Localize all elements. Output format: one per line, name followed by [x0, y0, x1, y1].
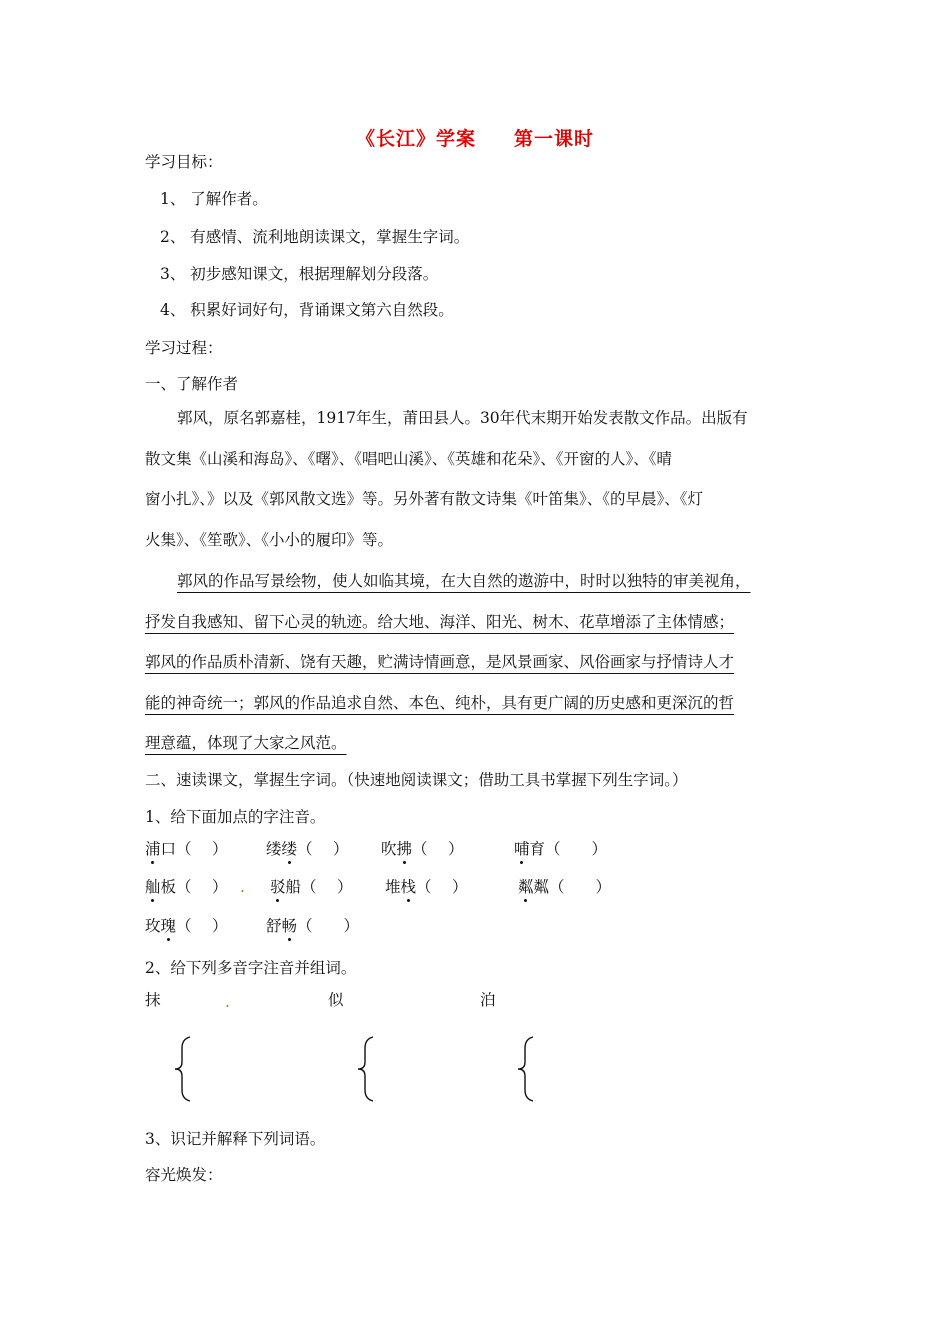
section1-heading: 一、了解作者	[145, 375, 239, 393]
brace-icon	[355, 1036, 379, 1102]
para-line	[145, 602, 810, 643]
dotted-char: 粼	[518, 878, 534, 896]
pinyin-item: 浦口（ ）	[145, 840, 228, 858]
goal-item-2: 2、 有感情、流利地朗读课文，掌握生字词。	[160, 228, 470, 246]
process-heading: 学习过程：	[145, 339, 223, 357]
dotted-char: 畅	[281, 917, 298, 935]
para-line: 火集》、《笙歌》、《小小的履印》等。	[145, 530, 394, 549]
author-paragraph	[145, 398, 810, 560]
title-main: 《长江》学案	[355, 128, 476, 150]
underlined-text: 郭风的作品质朴清新、饶有天趣，贮满诗情画意，是风景画家、风俗画家与抒情诗人才	[145, 653, 735, 671]
pinyin-item: 粼粼（ ）	[518, 878, 612, 896]
para-line: 散文集《山溪和海岛》、《曙》、《唱吧山溪》、《英雄和花朵》、《开窗的人》、《晴	[145, 449, 673, 468]
question-3: 3、识记并解释下列词语。	[145, 1130, 326, 1148]
dotted-char: 缕	[281, 840, 298, 858]
stray-dot: .	[240, 878, 245, 896]
pinyin-item: 驳船（ ）	[270, 878, 353, 896]
page-title	[0, 124, 950, 151]
goal-item-1: 1、 了解作者。	[160, 190, 268, 208]
question-2: 2、给下列多音字注音并组词。	[145, 959, 357, 977]
dotted-char: 舢	[145, 878, 161, 896]
pinyin-item: 哺育（ ）	[514, 840, 608, 858]
pinyin-item: 舢板（ ）	[145, 878, 228, 896]
underlined-text: 郭风的作品写景绘物，使人如临其境，在大自然的遨游中，时时以独特的审美视角，	[177, 572, 751, 590]
para-line	[145, 723, 810, 764]
dotted-char: 驳	[270, 878, 286, 896]
para-line	[145, 683, 810, 724]
para-line: 郭风，原名郭嘉桂，1917年生，莆田县人。30年代末期开始发表散文作品。出版有	[177, 409, 748, 427]
polyphone-char: 抹	[145, 991, 161, 1009]
para-line	[145, 642, 810, 683]
term-item: 容光焕发：	[145, 1166, 223, 1184]
dotted-char: 浦	[145, 840, 161, 858]
section2-heading: 二、速读课文，掌握生字词。（快速地阅读课文；借助工具书掌握下列生字词。）	[145, 771, 688, 789]
pinyin-item: 吹拂（ ）	[381, 840, 464, 858]
dotted-char: 哺	[514, 840, 530, 858]
polyphone-char: 似	[328, 991, 344, 1009]
goal-item-3: 3、 初步感知课文，根据理解划分段落。	[160, 265, 439, 283]
underlined-text: 抒发自我感知、留下心灵的轨迹。给大地、海洋、阳光、树木、花草增添了主体情感；	[145, 612, 735, 631]
brace-icon	[172, 1036, 196, 1102]
para-line: 窗小扎》、》以及《郭风散文选》等。另外著有散文诗集《叶笛集》、《的早晨》、《灯	[145, 490, 704, 508]
title-lesson: 第一课时	[514, 128, 595, 150]
pinyin-item: 缕缕（ ）	[266, 840, 349, 858]
underlined-text: 能的神奇统一；郭风的作品追求自然、本色、纯朴，具有更广阔的历史感和更深沉的哲	[145, 693, 735, 712]
underlined-text: 理意蕴，体现了大家之风范。	[145, 734, 347, 752]
dotted-char: 瑰	[160, 917, 177, 935]
brace-icon	[515, 1036, 539, 1102]
style-paragraph	[145, 561, 810, 764]
goals-heading: 学习目标：	[145, 153, 223, 171]
pinyin-item: 舒畅（ ）	[266, 917, 360, 935]
stray-dot: .	[225, 993, 230, 1011]
para-line	[145, 561, 810, 602]
dotted-char: 拂	[396, 840, 413, 858]
question-1: 1、给下面加点的字注音。	[145, 808, 326, 826]
dotted-char: 栈	[400, 878, 417, 896]
polyphone-char: 泊	[480, 991, 496, 1009]
pinyin-item: 玫瑰（ ）	[145, 917, 228, 935]
pinyin-item: 堆栈（ ）	[385, 878, 468, 896]
goal-item-4: 4、 积累好词好句，背诵课文第六自然段。	[160, 301, 454, 319]
